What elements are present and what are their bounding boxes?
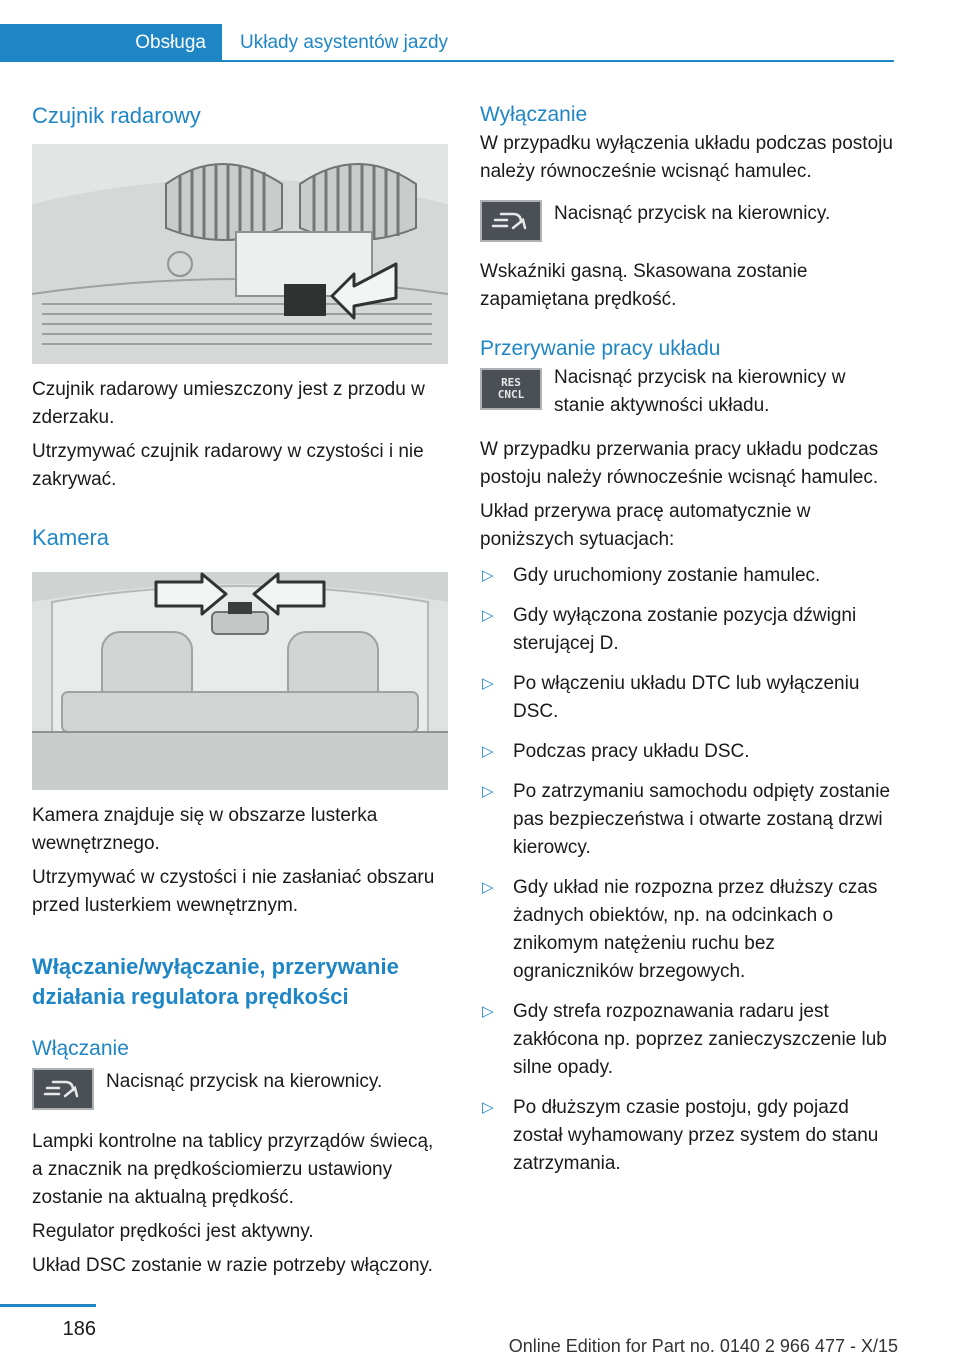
tab-section[interactable]: Układy asystentów jazdy <box>240 32 449 53</box>
radar-sensor-illustration <box>32 144 448 364</box>
interrupt-heading: Przerywanie pracy układu <box>480 337 721 360</box>
list-item: ▷ Po włączeniu układu DTC lub wyłączeniu DSC. <box>480 670 898 726</box>
switch-off-text-1: W przypadku wyłączenia układu podczas postoju należy równocześnie wcisnąć hamulec. <box>480 133 893 182</box>
interrupt-text-2: Układ przerywa pracę automatycznie w poniższych sytuacjach: <box>480 501 811 550</box>
list-item: ▷ Gdy wyłączona zostanie pozycja dźwigni sterującej D. <box>480 602 898 658</box>
switch-off-text-2: Wskaźniki gasną. Skasowana zostanie zapamiętana prędkość. <box>480 261 808 310</box>
switch-on-heading: Włączanie <box>32 1037 129 1060</box>
interrupt-button-text: Nacisnąć przycisk na kierownicy w stanie aktywności układu. <box>554 367 846 416</box>
switch-off-button-text: Nacisnąć przycisk na kierownicy. <box>554 203 831 224</box>
triangle-bullet-icon: ▷ <box>482 783 494 800</box>
triangle-bullet-icon: ▷ <box>482 743 494 760</box>
page-number: 186 <box>62 1318 96 1340</box>
camera-heading: Kamera <box>32 525 110 550</box>
switch-off-instruction <box>480 200 898 242</box>
triangle-bullet-icon: ▷ <box>482 607 494 624</box>
right-column <box>480 100 898 1190</box>
camera-text-1: Kamera znajduje się w obszarze lusterka wewnętrznego. <box>32 805 378 854</box>
switch-on-text-1: Lampki kontrolne na tablicy przyrządów świecą, a znacznik na prędkościomierzu ustawiony zostanie na aktualną prędkość. <box>32 1131 434 1208</box>
header-rule <box>222 60 894 62</box>
switch-on-instruction <box>32 1068 448 1110</box>
list-item: ▷ Podczas pracy układu DSC. <box>480 738 898 766</box>
triangle-bullet-icon: ▷ <box>482 567 494 584</box>
triangle-bullet-icon: ▷ <box>482 675 494 692</box>
triangle-bullet-icon: ▷ <box>482 1003 494 1020</box>
switch-on-text-3: Układ DSC zostanie w razie potrzeby włączony. <box>32 1255 433 1276</box>
switch-on-text-2: Regulator prędkości jest aktywny. <box>32 1221 314 1242</box>
triangle-bullet-icon: ▷ <box>482 1099 494 1116</box>
radar-text-1: Czujnik radarowy umieszczony jest z przodu w zderzaku. <box>32 379 425 428</box>
res-cncl-button[interactable] <box>480 368 542 410</box>
camera-text-2: Utrzymywać w czystości i nie zasłaniać obszaru przed lusterkiem wewnętrznym. <box>32 867 435 916</box>
cruise-control-heading: Włączanie/wyłączanie, przerywanie działania regulatora prędkości <box>32 954 399 1009</box>
left-column <box>32 100 448 1280</box>
list-item: ▷ Po dłuższym czasie postoju, gdy pojazd został wyhamowany przez system do stanu zatrzymania. <box>480 1094 898 1178</box>
list-item: ▷ Gdy układ nie rozpozna przez dłuższy czas żadnych obiektów, np. na odcinkach o znikomym natężeniu ruchu bez ograniczników brzegowych. <box>480 874 898 986</box>
list-item: ▷ Gdy strefa rozpoznawania radaru jest zakłócona np. poprzez zanieczyszczenie lub silne opady. <box>480 998 898 1082</box>
radar-heading: Czujnik radarowy <box>32 103 201 128</box>
triangle-bullet-icon: ▷ <box>482 879 494 896</box>
edition-text: Online Edition for Part no. 0140 2 966 477 - X/15 <box>508 1336 898 1356</box>
radar-text-2: Utrzymywać czujnik radarowy w czystości i nie zakrywać. <box>32 441 424 490</box>
camera-illustration <box>32 572 448 790</box>
cruise-control-off-button[interactable] <box>480 200 542 242</box>
list-item: ▷ Po zatrzymaniu samochodu odpięty zostanie pas bezpieczeństwa i otwarte zostaną drzwi kierowcy. <box>480 778 898 862</box>
car-front-drawing <box>32 144 448 364</box>
cruise-control-icon <box>491 210 531 232</box>
switch-on-button-text: Nacisnąć przycisk na kierownicy. <box>106 1071 383 1092</box>
switch-off-heading: Wyłączanie <box>480 103 588 126</box>
interrupt-conditions-list <box>480 562 898 1178</box>
page-header <box>0 0 960 64</box>
list-item: ▷ Gdy uruchomiony zostanie hamulec. <box>480 562 898 590</box>
interior-camera-drawing <box>32 572 448 790</box>
interrupt-instruction <box>480 364 898 420</box>
interrupt-text-1: W przypadku przerwania pracy układu podczas postoju należy równocześnie wcisnąć hamulec. <box>480 439 879 488</box>
footer-rule <box>0 1304 96 1307</box>
cruise-control-button[interactable] <box>32 1068 94 1110</box>
cruise-control-icon <box>43 1078 83 1100</box>
res-cncl-icon: RES CNCL <box>497 376 525 401</box>
tab-obsluga[interactable]: Obsługa <box>0 24 222 62</box>
